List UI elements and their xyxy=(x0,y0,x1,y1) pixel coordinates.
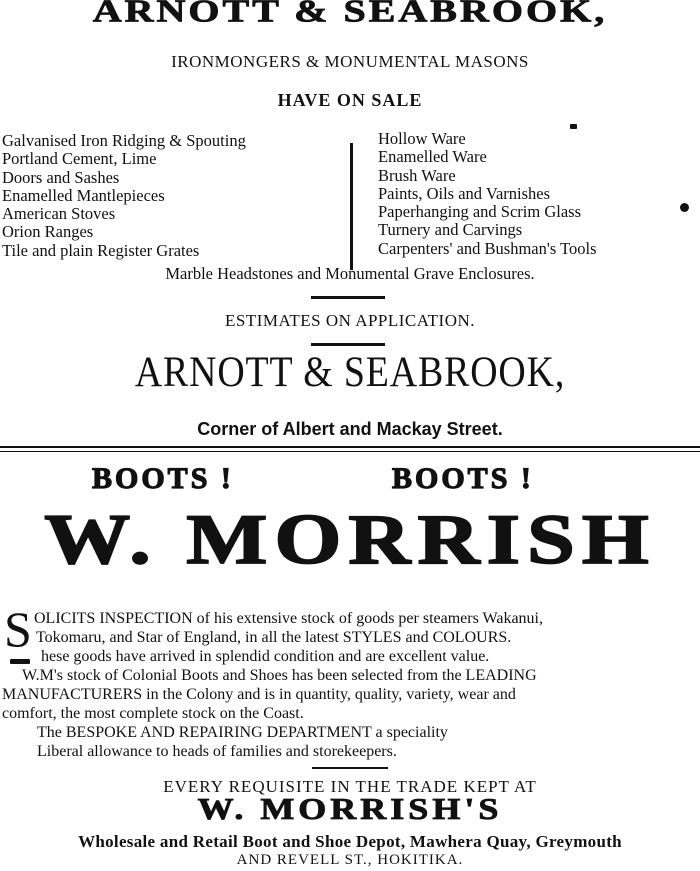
body-line: MANUFACTURERS in the Colony and is in quantity, quality, variety, wear and xyxy=(2,686,516,703)
estimates-line: ESTIMATES ON APPLICATION. xyxy=(224,311,476,330)
depot-line: Wholesale and Retail Boot and Shoe Depot, Mawhera Quay, Greymouth xyxy=(78,832,622,851)
body-line: Tokomaru, and Star of England, in all the latest STYLES and COLOURS. xyxy=(36,629,512,646)
divider-rule xyxy=(311,296,385,299)
list-item: Paperhanging and Scrim Glass xyxy=(378,202,582,222)
body-line: Liberal allowance to heads of families and storekeepers. xyxy=(37,743,397,760)
every-requisite: EVERY REQUISITE IN THE TRADE KEPT AT xyxy=(163,777,537,796)
trade-line: IRONMONGERS & MONUMENTAL MASONS xyxy=(171,52,529,71)
boots-heading-right: BOOTS ! xyxy=(392,462,534,495)
list-item: Turnery and Carvings xyxy=(378,220,523,240)
list-item: American Stoves xyxy=(2,204,116,224)
arnott-name: ARNOTT & SEABROOK, xyxy=(134,349,566,396)
separator-line xyxy=(0,446,700,448)
list-item: Carpenters' and Bushman's Tools xyxy=(378,238,597,258)
column-divider xyxy=(350,143,353,270)
list-item: Portland Cement, Lime xyxy=(2,149,157,169)
list-item: Galvanised Iron Ridging & Spouting xyxy=(2,131,246,150)
body-line: comfort, the most complete stock on the Coast. xyxy=(2,705,304,722)
morrish-heading: W. MORRISH xyxy=(44,500,656,579)
arnott-address: Corner of Albert and Mackay Street. xyxy=(197,419,503,439)
list-item: Enamelled Ware xyxy=(378,147,487,167)
list-item: Doors and Sashes xyxy=(2,167,120,187)
morrish-possessive: W. MORRISH'S xyxy=(197,791,503,826)
ink-speck xyxy=(680,203,689,212)
marble-line: Marble Headstones and Monumental Grave Enclosures. xyxy=(165,264,535,283)
left-items-list xyxy=(2,132,246,260)
list-item: Paints, Oils and Varnishes xyxy=(378,183,551,203)
body-line: OLICITS INSPECTION of his extensive stock of goods per steamers Wakanui, xyxy=(34,610,543,627)
ink-speck xyxy=(570,124,577,129)
body-line: W.M's stock of Colonial Boots and Shoes has been selected from the LEADING xyxy=(22,667,537,684)
list-item: Orion Ranges xyxy=(2,222,94,242)
separator-line xyxy=(0,451,700,452)
divider-rule xyxy=(311,343,385,346)
ink-speck xyxy=(10,659,30,664)
drop-cap: S xyxy=(4,601,32,657)
arnott-heading: ARNOTT & SEABROOK, xyxy=(92,0,608,29)
body-line: The BESPOKE AND REPAIRING DEPARTMENT a speciality xyxy=(37,724,448,741)
have-on-sale: HAVE ON SALE xyxy=(277,90,423,110)
list-item: Enamelled Mantlepieces xyxy=(2,185,165,205)
boots-heading-left: BOOTS ! xyxy=(92,462,234,495)
list-item: Hollow Ware xyxy=(378,129,466,148)
list-item: Tile and plain Register Grates xyxy=(2,240,200,260)
right-items-list xyxy=(378,130,597,258)
revell-line: AND REVELL ST., HOKITIKA. xyxy=(236,852,464,868)
divider-rule xyxy=(312,767,388,769)
list-item: Brush Ware xyxy=(378,165,456,185)
body-line: hese goods have arrived in splendid condition and are excellent value. xyxy=(41,648,490,665)
